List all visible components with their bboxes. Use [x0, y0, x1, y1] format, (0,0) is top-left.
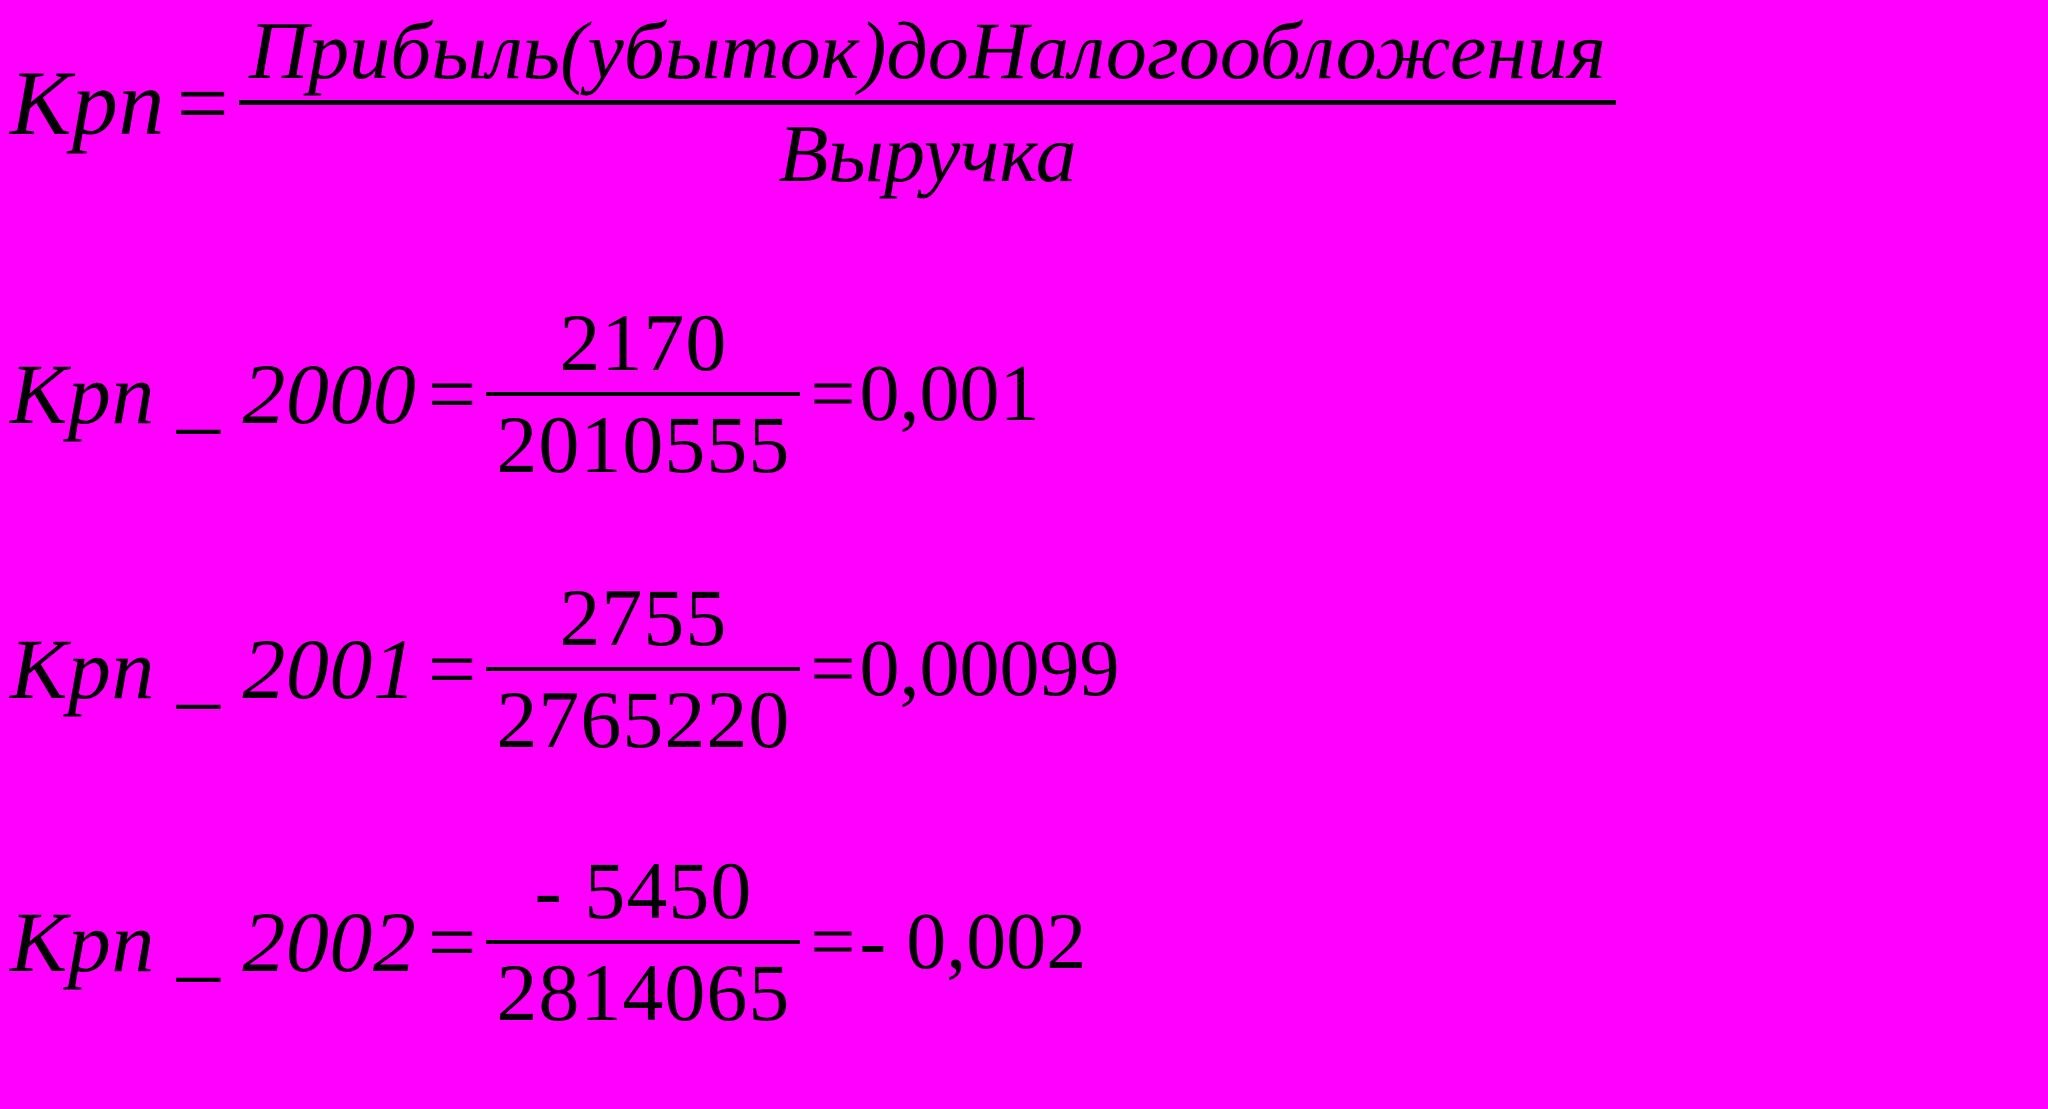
krp-2002-numerator: - 5450 — [534, 845, 753, 936]
formula-definition — [10, 5, 1616, 200]
krp-2001-denominator: 2765220 — [496, 674, 791, 766]
fraction-bar — [486, 392, 800, 396]
formula-krp-2002 — [10, 845, 1087, 1039]
fraction-bar — [486, 667, 800, 671]
definition-numerator: Прибыль(убыток)доНалогообложения — [248, 5, 1607, 96]
krp-2001-numerator: 2755 — [559, 572, 728, 663]
krp-2000-equals-2: = — [810, 350, 856, 439]
krp-2001-fraction — [486, 572, 800, 766]
krp-2001-equals-2: = — [810, 625, 856, 714]
krp-2002-denominator: 2814065 — [496, 947, 791, 1039]
krp-2002-fraction — [486, 845, 800, 1039]
krp-2000-fraction — [486, 297, 800, 491]
formula-krp-2000 — [10, 297, 1040, 491]
krp-2002-equals: = — [422, 894, 481, 991]
krp-2001-label: Kрп _ 2001 — [10, 621, 417, 718]
krp-2000-equals: = — [422, 346, 481, 443]
krp-2000-result: 0,001 — [859, 350, 1040, 439]
krp-2002-result: - 0,002 — [859, 898, 1087, 987]
formula-krp-2001 — [10, 572, 1120, 766]
definition-equals: = — [170, 51, 233, 154]
krp-2001-equals: = — [422, 621, 481, 718]
definition-label: Kрп — [10, 51, 165, 154]
fraction-bar — [486, 940, 800, 944]
krp-2002-label: Kрп _ 2002 — [10, 894, 417, 991]
krp-2001-result: 0,00099 — [859, 625, 1120, 714]
krp-2002-equals-2: = — [810, 898, 856, 987]
fraction-bar — [239, 100, 1616, 105]
krp-2000-numerator: 2170 — [559, 297, 728, 388]
krp-2000-label: Kрп _ 2000 — [10, 346, 417, 443]
krp-2000-denominator: 2010555 — [496, 399, 791, 491]
definition-denominator: Выручка — [778, 108, 1077, 200]
definition-fraction — [239, 5, 1616, 200]
